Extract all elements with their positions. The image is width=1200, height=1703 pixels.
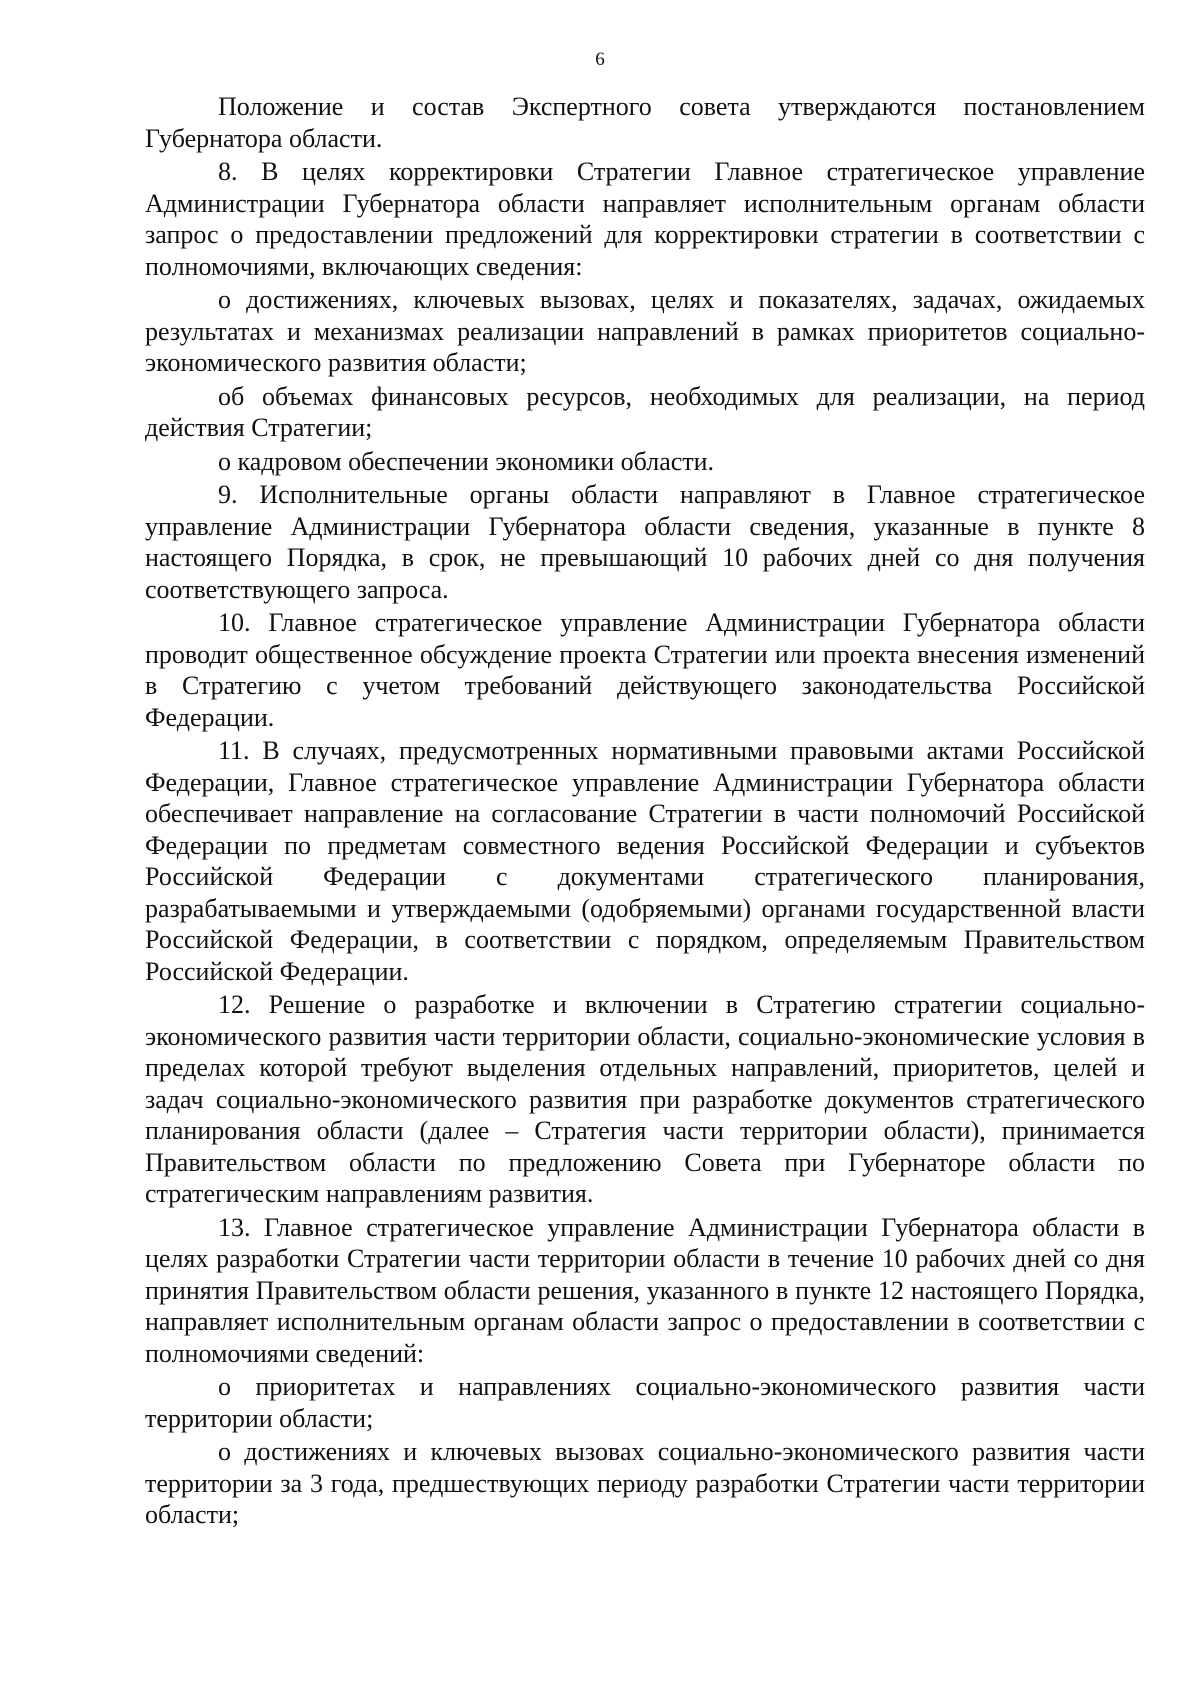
- paragraph-priorities: о приоритетах и направлениях социально-экономического развития части территории области;: [145, 1372, 1145, 1433]
- paragraph-item-13: 13. Главное стратегическое управление Администрации Губернатора области в целях разработки Стратегии части территории области в течение 10 рабочих дней со дня принятия Правительством области решения, указанного в пункте 12 настоящего Порядка, направляет исполнительным органам области запрос о предоставлении в соответствии с полномочиями сведений:: [145, 1212, 1145, 1368]
- page-number: 6: [595, 49, 605, 70]
- paragraph-item-12: 12. Решение о разработке и включении в Стратегию стратегии социально-экономического развития части территории области, социально-экономические условия в пределах которой требуют выделения отдельных направлений, приоритетов, целей и задач социально-экономического развития при разработке документов стратегического планирования области (далее – Стратегия части территории области), принимается Правительством области по предложению Совета при Губернаторе области по стратегическим направлениям развития.: [145, 990, 1145, 1208]
- paragraph-item-9: 9. Исполнительные органы области направляют в Главное стратегическое управление Администрации Губернатора области сведения, указанные в пункте 8 настоящего Порядка, в срок, не превышающий 10 рабочих дней со дня получения соответствующего запроса.: [145, 480, 1145, 604]
- document-body: [145, 91, 1145, 1533]
- paragraph-financial-resources: об объемах финансовых ресурсов, необходимых для реализации, на период действия Стратегии;: [145, 381, 1145, 442]
- paragraph-item-8: 8. В целях корректировки Стратегии Главное стратегическое управление Администрации Губернатора области направляет исполнительным органам области запрос о предоставлении предложений для корректировки стратегии в соответствии с полномочиями, включающих сведения:: [145, 157, 1145, 281]
- paragraph-item-10: 10. Главное стратегическое управление Администрации Губернатора области проводит общественное обсуждение проекта Стратегии или проекта внесения изменений в Стратегию с учетом требований действующего законодательства Российской Федерации.: [145, 608, 1145, 732]
- paragraph-achievements: о достижениях, ключевых вызовах, целях и показателях, задачах, ожидаемых результатах и механизмах реализации направлений в рамках приоритетов социально-экономического развития области;: [145, 285, 1145, 377]
- paragraph-item-11: 11. В случаях, предусмотренных нормативными правовыми актами Российской Федерации, Главное стратегическое управление Администрации Губернатора области обеспечивает направление на согласование Стратегии в части полномочий Российской Федерации по предметам совместного ведения Российской Федерации и субъектов Российской Федерации с документами стратегического планирования, разрабатываемыми и утверждаемыми (одобряемыми) органами государственной власти Российской Федерации, в соответствии с порядком, определяемым Правительством Российской Федерации.: [145, 736, 1145, 986]
- paragraph-expert-council: Положение и состав Экспертного совета утверждаются постановлением Губернатора области.: [145, 92, 1145, 153]
- paragraph-personnel: о кадровом обеспечении экономики области.: [218, 446, 715, 476]
- paragraph-challenges: о достижениях и ключевых вызовах социально-экономического развития части территории за 3 года, предшествующих периоду разработки Стратегии части территории области;: [145, 1437, 1145, 1529]
